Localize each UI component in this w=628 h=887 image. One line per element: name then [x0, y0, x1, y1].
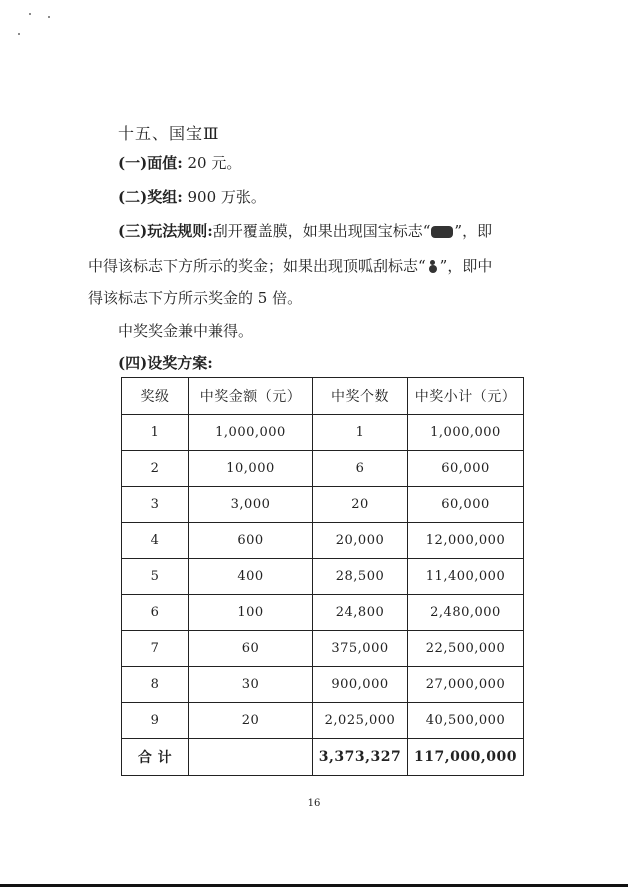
total-label: 合 计 — [122, 739, 189, 776]
table-row — [122, 631, 524, 667]
rules-line-2 — [88, 255, 492, 277]
total-row — [122, 739, 524, 776]
cell-subtotal: 40,500,000 — [408, 703, 524, 739]
cell-count: 28,500 — [313, 559, 408, 595]
cell-level: 7 — [122, 631, 189, 667]
gourd-icon — [429, 260, 437, 274]
rules-text-2b: ”，即中 — [439, 257, 493, 275]
cell-amount: 10,000 — [189, 451, 313, 487]
cell-amount: 100 — [189, 595, 313, 631]
cell-amount: 60 — [189, 631, 313, 667]
seal-icon — [431, 226, 453, 238]
scan-speck — [18, 33, 20, 35]
section-title: 十五、国宝Ⅲ — [118, 124, 220, 143]
header-level: 奖级 — [122, 378, 189, 415]
combined-line: 中奖奖金兼中兼得。 — [118, 322, 254, 340]
cell-amount: 600 — [189, 523, 313, 559]
cell-subtotal: 1,000,000 — [408, 415, 524, 451]
rules-text-1a: 刮开覆盖膜，如果出现国宝标志“ — [212, 222, 431, 240]
table-row — [122, 667, 524, 703]
table-row — [122, 595, 524, 631]
face-value-label: (一)面值: — [118, 154, 183, 172]
total-count: 3,373,327 — [313, 739, 408, 776]
cell-level: 4 — [122, 523, 189, 559]
cell-subtotal: 60,000 — [408, 451, 524, 487]
cell-subtotal: 60,000 — [408, 487, 524, 523]
cell-level: 6 — [122, 595, 189, 631]
face-value-text: 20 元。 — [187, 154, 242, 172]
header-amount: 中奖金额（元） — [189, 378, 313, 415]
cell-subtotal: 27,000,000 — [408, 667, 524, 703]
cell-count: 20 — [313, 487, 408, 523]
rules-line-1 — [118, 220, 492, 242]
cell-count: 24,800 — [313, 595, 408, 631]
group-label: (二)奖组: — [118, 188, 183, 206]
cell-count: 1 — [313, 415, 408, 451]
cell-level: 5 — [122, 559, 189, 595]
cell-subtotal: 2,480,000 — [408, 595, 524, 631]
cell-level: 9 — [122, 703, 189, 739]
table-row — [122, 703, 524, 739]
total-amount-blank — [189, 739, 313, 776]
cell-amount: 3,000 — [189, 487, 313, 523]
cell-count: 20,000 — [313, 523, 408, 559]
rules-text-2a: 中得该标志下方所示的奖金；如果出现顶呱刮标志“ — [88, 257, 426, 275]
cell-level: 1 — [122, 415, 189, 451]
rules-text-1b: ”，即 — [454, 222, 493, 240]
total-subtotal: 117,000,000 — [408, 739, 524, 776]
table-row — [122, 487, 524, 523]
cell-count: 375,000 — [313, 631, 408, 667]
prize-table — [121, 377, 524, 776]
cell-subtotal: 22,500,000 — [408, 631, 524, 667]
cell-subtotal: 11,400,000 — [408, 559, 524, 595]
rules-line-3: 得该标志下方所示奖金的 5 倍。 — [88, 289, 303, 307]
header-subtotal: 中奖小计（元） — [408, 378, 524, 415]
cell-level: 2 — [122, 451, 189, 487]
group-line — [118, 186, 266, 208]
table-row — [122, 523, 524, 559]
cell-level: 3 — [122, 487, 189, 523]
cell-amount: 20 — [189, 703, 313, 739]
cell-amount: 30 — [189, 667, 313, 703]
page-number: 16 — [307, 798, 321, 809]
group-text: 900 万张。 — [187, 188, 266, 206]
header-count: 中奖个数 — [313, 378, 408, 415]
plan-label: (四)设奖方案: — [118, 354, 213, 372]
scan-speck — [29, 13, 31, 15]
table-header-row — [122, 378, 524, 415]
cell-count: 6 — [313, 451, 408, 487]
table-row — [122, 451, 524, 487]
cell-count: 900,000 — [313, 667, 408, 703]
rules-label: (三)玩法规则: — [118, 222, 213, 240]
cell-amount: 1,000,000 — [189, 415, 313, 451]
cell-level: 8 — [122, 667, 189, 703]
scan-speck — [48, 16, 50, 18]
plan-line — [118, 352, 213, 374]
table-row — [122, 559, 524, 595]
cell-count: 2,025,000 — [313, 703, 408, 739]
cell-amount: 400 — [189, 559, 313, 595]
face-value-line — [118, 152, 241, 174]
cell-subtotal: 12,000,000 — [408, 523, 524, 559]
table-row — [122, 415, 524, 451]
